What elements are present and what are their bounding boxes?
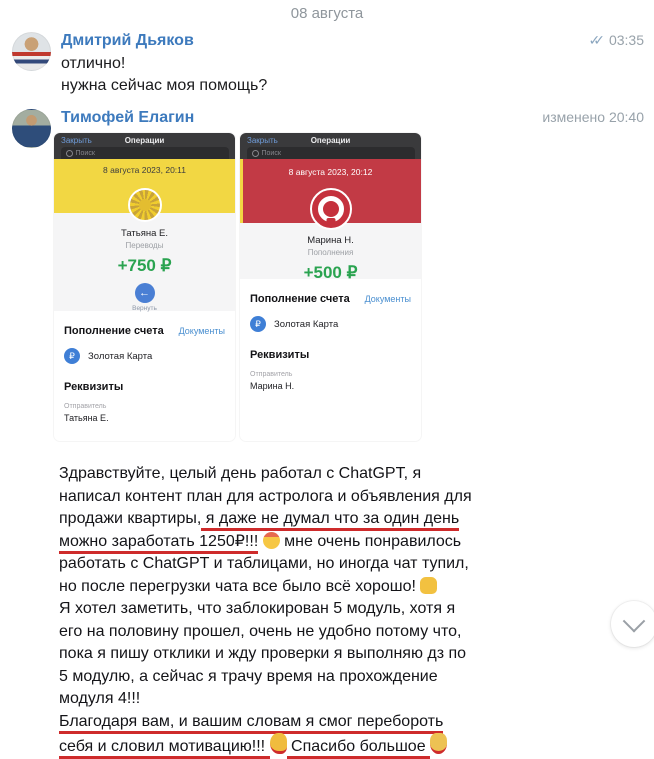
documents-link: Документы xyxy=(364,294,411,304)
search-bar-area xyxy=(54,147,235,159)
transaction-screenshot-750[interactable] xyxy=(54,133,235,441)
sender-label: Отправитель xyxy=(64,403,107,410)
emoji-flex-biceps xyxy=(270,733,287,754)
message-text-line: нужна сейчас моя помощь? xyxy=(61,77,268,94)
transaction-datetime: 8 августа 2023, 20:12 xyxy=(288,167,373,177)
message-long-text: Здравствуйте, целый день работал с ChatGPT, я написал контент план для астролога и объявления для продажи квартиры, я даже не думал что за один день можно заработать 1250₽!!! мне очень понравилось работать с ChatGPT и таблицами, но иногда чат тупил, но после перегрузки чата все было всё хорошо! Я хотел заметить, что заблокирован 5 модуль, хотя я его на половину прошел, очень не удобно потому что, пока я пишу отклики и жду проверки я выполняю дз по 5 модулю, а сейчас я трачу время на прохождение модуля 4!!! Благодаря вам, и вашим словам я смог перебороть себя и словил мотивацию!!! Спасибо большое xyxy=(59,463,503,759)
transaction-banner-red xyxy=(240,159,421,223)
phone-nav-bar xyxy=(54,133,235,147)
search-placeholder: Поиск xyxy=(261,149,281,157)
transaction-banner-yellow xyxy=(54,159,235,213)
bank-logo-icon xyxy=(310,188,352,230)
search-placeholder: Поиск xyxy=(75,149,95,157)
search-bar-area xyxy=(240,147,421,159)
emoji-thumbs-up xyxy=(420,577,437,594)
bank-emblem-icon xyxy=(128,188,162,222)
transaction-summary xyxy=(54,213,235,311)
transaction-details xyxy=(54,311,235,423)
sender-name-value: Татьяна Е. xyxy=(64,413,109,423)
sender-name[interactable]: Дмитрий Дьяков xyxy=(61,32,194,49)
message-meta xyxy=(588,32,644,49)
ruble-card-icon: ₽ xyxy=(64,348,80,364)
ruble-card-icon: ₽ xyxy=(250,316,266,332)
message-time: 03:35 xyxy=(608,32,644,48)
transaction-datetime: 8 августа 2023, 20:11 xyxy=(103,165,186,175)
section-title: Пополнение счета xyxy=(250,293,350,305)
section-title: Пополнение счета xyxy=(64,325,164,337)
search-icon xyxy=(252,150,259,157)
scroll-to-bottom-button[interactable] xyxy=(611,601,654,647)
transaction-details xyxy=(240,279,421,391)
transaction-amount: +500 ₽ xyxy=(303,263,358,282)
edited-label: изменено 20:40 xyxy=(542,109,644,125)
return-label: Вернуть xyxy=(132,305,157,312)
transaction-screenshot-500[interactable] xyxy=(240,133,421,441)
read-checkmarks-icon: ✓✓ xyxy=(588,32,598,48)
avatar-timofey[interactable] xyxy=(12,109,51,148)
transaction-category: Пополнения xyxy=(307,248,354,257)
phone-nav-bar xyxy=(240,133,421,147)
emoji-folded-hands xyxy=(430,733,447,754)
transaction-category: Переводы xyxy=(125,241,164,250)
sender-name[interactable]: Тимофей Елагин xyxy=(61,109,195,126)
emoji-exploding-head xyxy=(263,532,280,549)
message-timofey xyxy=(0,109,654,759)
transaction-summary xyxy=(240,223,421,282)
date-header: 08 августа xyxy=(290,5,364,22)
counterparty-name: Татьяна Е. xyxy=(120,228,169,239)
details-title: Реквизиты xyxy=(64,381,124,393)
attached-images xyxy=(54,133,644,441)
search-icon xyxy=(66,150,73,157)
transaction-amount: +750 ₽ xyxy=(117,256,172,275)
sender-name-value: Марина Н. xyxy=(250,381,295,391)
message-dmitry xyxy=(0,32,654,97)
documents-link: Документы xyxy=(178,326,225,336)
close-link: Закрыть xyxy=(61,135,92,145)
avatar-dmitry[interactable] xyxy=(12,32,51,71)
return-button xyxy=(135,283,155,303)
close-link: Закрыть xyxy=(247,135,278,145)
account-name: Золотая Карта xyxy=(274,318,339,330)
details-title: Реквизиты xyxy=(250,349,310,361)
nav-title: Операции xyxy=(310,135,351,145)
account-name: Золотая Карта xyxy=(88,350,153,362)
nav-title: Операции xyxy=(124,135,165,145)
message-text-line: отлично! xyxy=(61,55,126,72)
chevron-down-icon xyxy=(623,610,646,633)
return-arrow-icon: ← xyxy=(139,286,150,299)
counterparty-name: Марина Н. xyxy=(307,235,354,246)
sender-label: Отправитель xyxy=(250,371,293,378)
